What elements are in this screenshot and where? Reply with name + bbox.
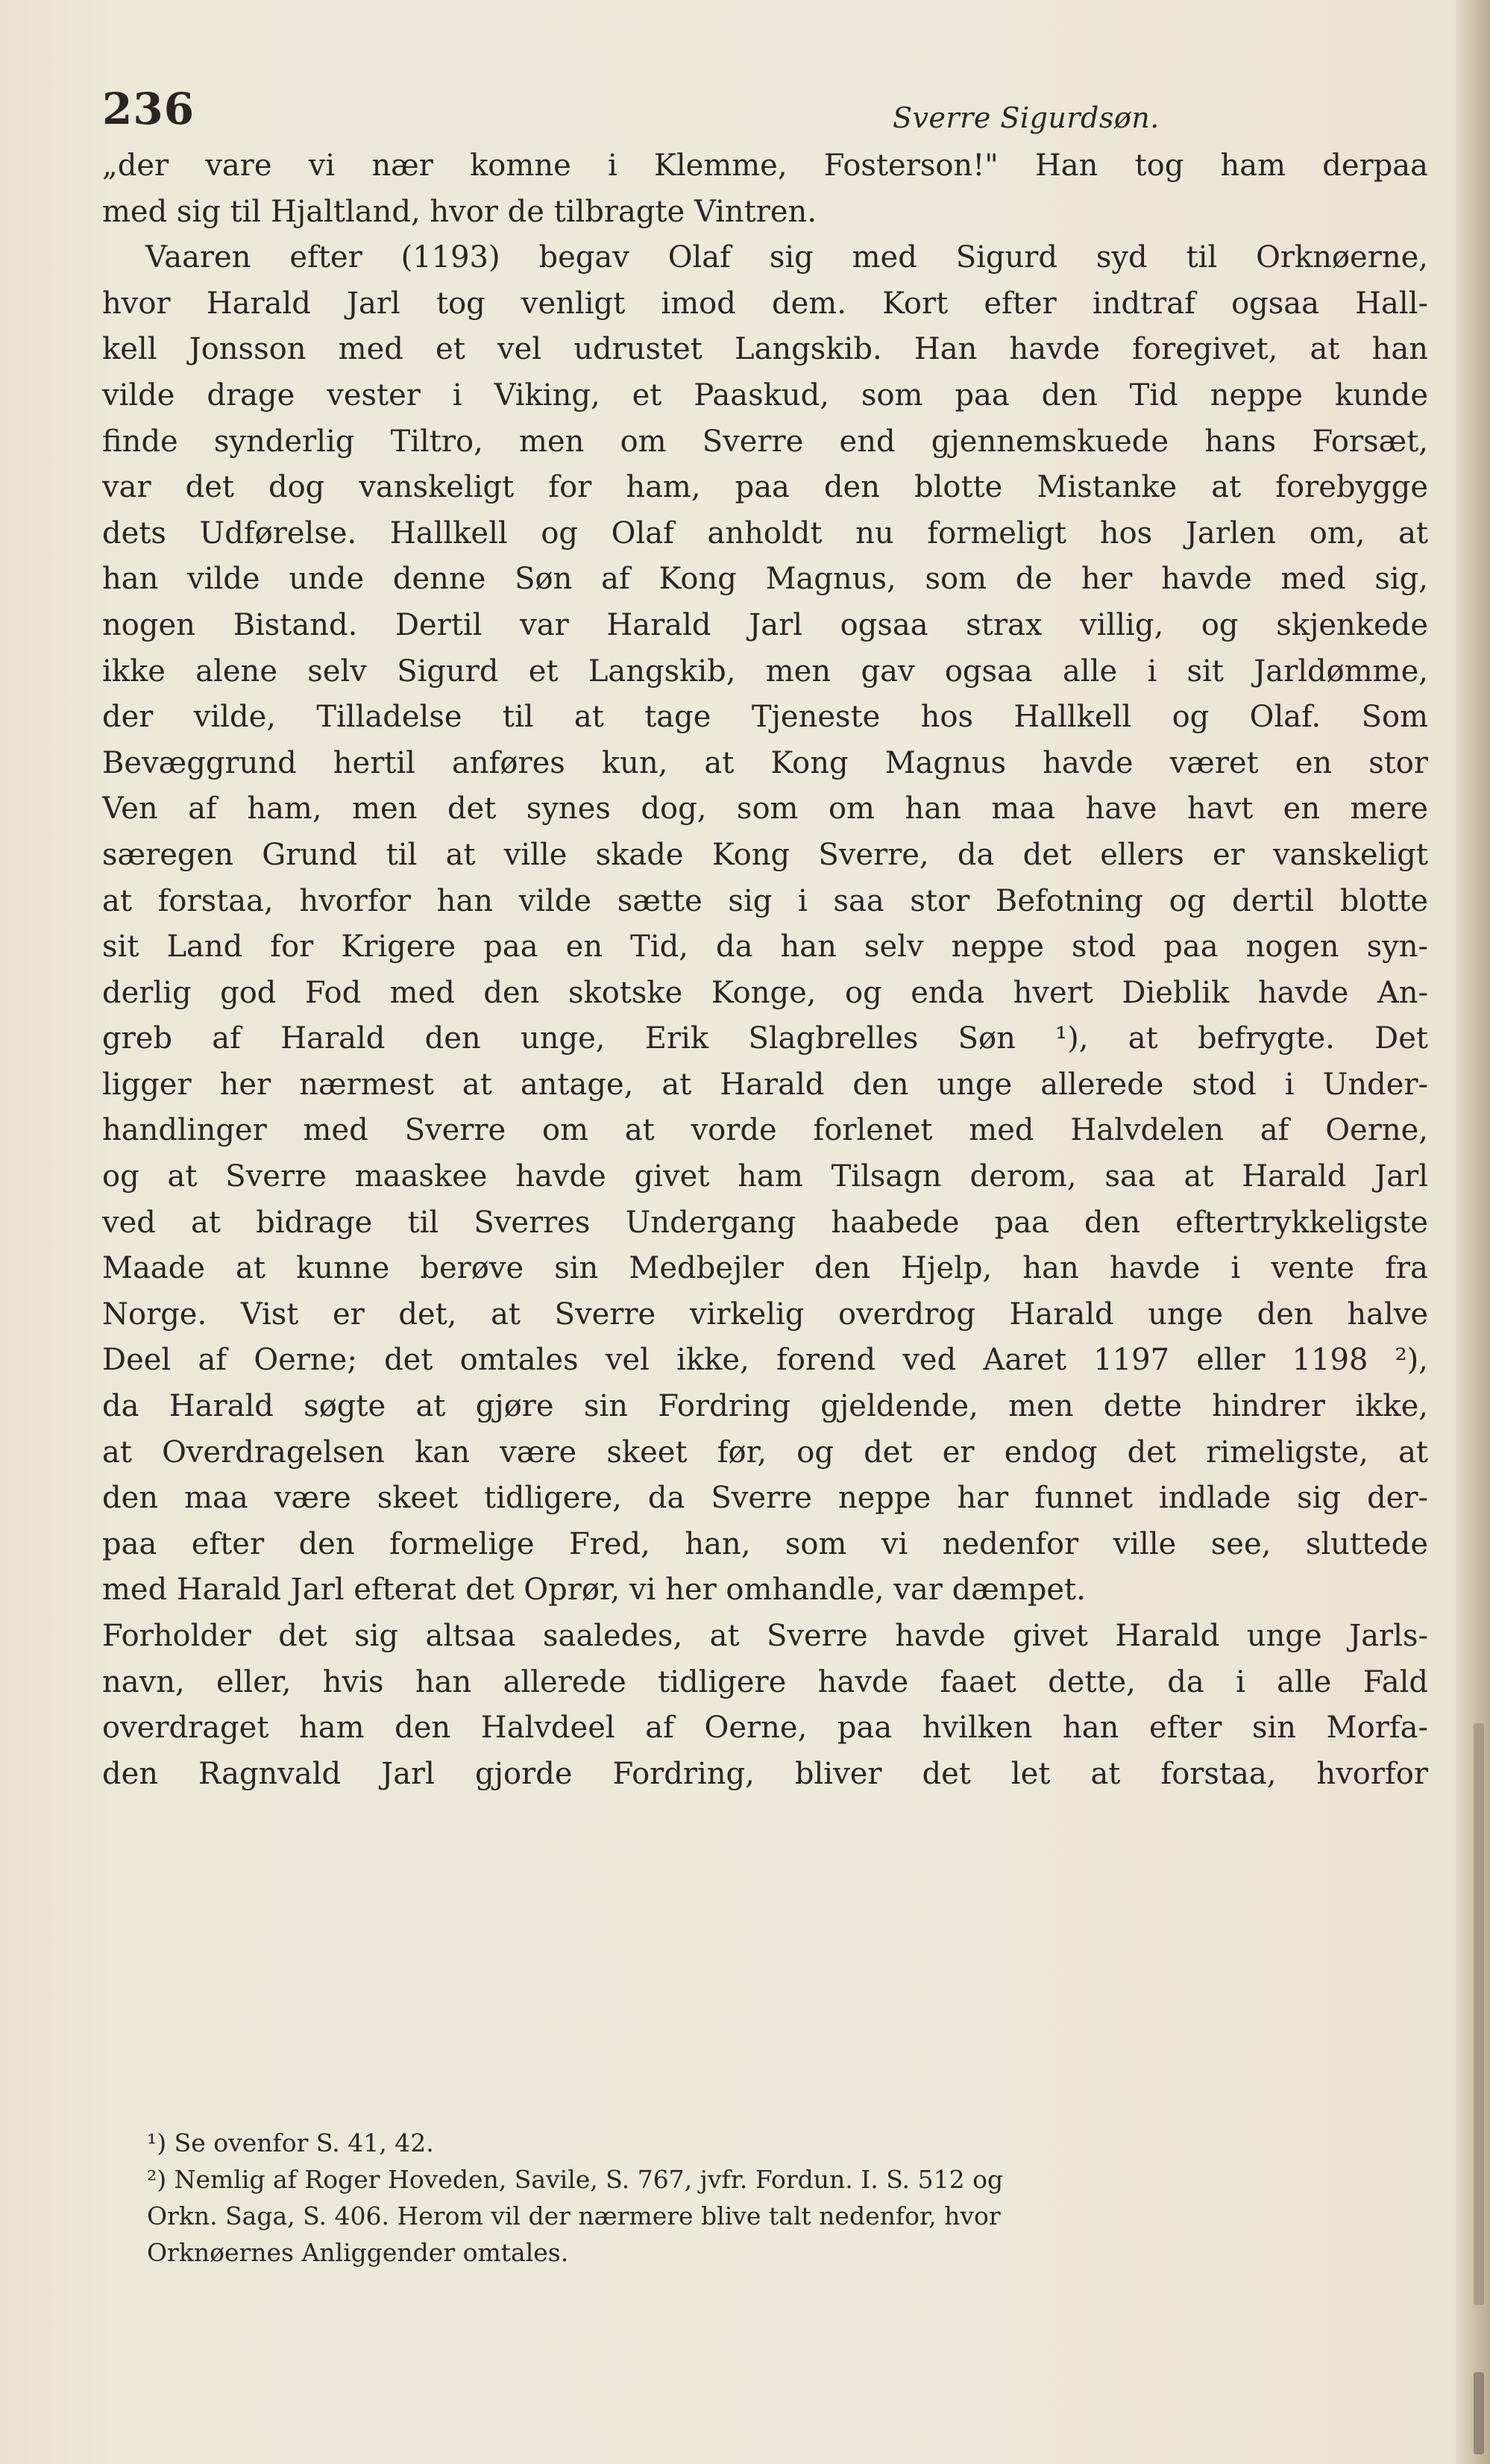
text-line: paa efter den formelige Fred, han, som vi nedenfor ville see, sluttede [102,1526,1428,1561]
text-line: greb af Harald den unge, Erik Slagbrelles Søn ¹), at befrygte. Det [102,1021,1428,1056]
footnote-text: Se ovenfor S. 41, 42. [174,2128,434,2157]
running-title: Sverre Sigurdsøn. [893,101,1160,134]
footnote-1 [102,2125,1428,2161]
footnotes [102,2125,1428,2271]
text-line: finde synderlig Tiltro, men om Sverre end gjennemskuede hans Forsæt, [102,424,1428,459]
text-line: den maa være skeet tidligere, da Sverre neppe har funnet indlade sig der- [102,1481,1428,1516]
footnote-text: Orkn. Saga, S. 406. Herom vil der nærmere blive talt nedenfor, hvor [147,2201,1001,2231]
text-line: overdraget ham den Halvdeel af Oerne, paa hvilken han efter sin Morfa- [102,1711,1428,1746]
text-line: særegen Grund til at ville skade Kong Sverre, da det ellers er vanskeligt [102,837,1428,872]
text-line: og at Sverre maaskee havde givet ham Tilsagn derom, saa at Harald Jarl [102,1159,1428,1194]
text-line: „der vare vi nær komne i Klemme, Fosterson!" Han tog ham derpaa [102,148,1428,183]
text-line: med sig til Hjaltland, hvor de tilbragte Vintren. [102,194,817,229]
text-line: Maade at kunne berøve sin Medbejler den Hjelp, han havde i vente fra [102,1251,1428,1286]
edge-stain [1474,1723,1484,2305]
page-number: 236 [102,84,195,134]
footnote-mark: ¹) [147,2128,167,2157]
text-line: Bevæggrund hertil anføres kun, at Kong Magnus havde været en stor [102,745,1428,780]
text-line: Norge. Vist er det, at Sverre virkelig overdrog Harald unge den halve [102,1297,1428,1332]
text-line: hvor Harald Jarl tog venligt imod dem. Kort efter indtraf ogsaa Hall- [102,286,1428,321]
text-line: Deel af Oerne; det omtales vel ikke, forend ved Aaret 1197 eller 1198 ²), [102,1343,1428,1378]
footnote-text: Nemlig af Roger Hoveden, Savile, S. 767, jvfr. Fordun. I. S. 512 og [174,2165,1004,2194]
text-line: nogen Bistand. Dertil var Harald Jarl ogsaa strax villig, og skjenkede [102,607,1428,642]
running-head [102,84,1437,151]
footnote-2 [102,2161,1428,2198]
text-line: Forholder det sig altsaa saaledes, at Sverre havde givet Harald unge Jarls- [102,1619,1428,1653]
footnote-mark: ²) [147,2165,167,2194]
body-text [102,143,1428,1797]
text-line: kell Jonsson med et vel udrustet Langskib. Han havde foregivet, at han [102,332,1428,367]
text-line: den Ragnvald Jarl gjorde Fordring, bliver det let at forstaa, hvorfor [102,1756,1428,1791]
text-line: at Overdragelsen kan være skeet før, og det er endog det rimeligste, at [102,1435,1428,1470]
text-line: navn, eller, hvis han allerede tidligere havde faaet dette, da i alle Fald [102,1664,1428,1699]
text-line: ligger her nærmest at antage, at Harald den unge allerede stod i Under- [102,1067,1428,1102]
text-line: at forstaa, hvorfor han vilde sætte sig i saa stor Befotning og dertil blotte [102,883,1428,918]
text-line: der vilde, Tilladelse til at tage Tjeneste hos Hallkell og Olaf. Som [102,700,1428,735]
text-line: sit Land for Krigere paa en Tid, da han selv neppe stod paa nogen syn- [102,930,1428,965]
text-line: derlig god Fod med den skotske Konge, og endа hvert Dieblik havde An- [102,975,1428,1010]
text-line: ved at bidrage til Sverres Undergang haabede paa den eftertrykkeligste [102,1205,1428,1240]
page-edge-shadow [1456,0,1490,2464]
text-line: ikke alene selv Sigurd et Langskib, men gav ogsaa alle i sit Jarldømme, [102,653,1428,689]
text-line: Ven af ham, men det synes dog, som om han maa have havt en mere [102,791,1428,827]
footnote-2-continued [102,2234,1428,2271]
text-line: Vaaren efter (1193) begav Olaf sig med Sigurd syd til Orknøerne, [145,240,1428,275]
text-line: da Harald søgte at gjøre sin Fordring gjeldende, men dette hindrer ikke, [102,1389,1428,1424]
text-line: han vilde unde denne Søn af Kong Magnus, som de her havde med sig, [102,562,1428,597]
text-line: dets Udførelse. Hallkell og Olaf anholdt nu formeligt hos Jarlen om, at [102,515,1428,551]
footnote-2-continued [102,2198,1428,2234]
text-line: med Harald Jarl efterat det Oprør, vi her omhandle, var dæmpet. [102,1573,1086,1608]
text-line: handlinger med Sverre om at vorde forlenet med Halvdelen af Oerne, [102,1113,1428,1148]
edge-stain [1474,2372,1484,2454]
text-line: var det dog vanskeligt for ham, paa den blotte Mistanke at forebygge [102,470,1428,505]
text-line: vilde drage vester i Viking, et Paaskud, som paa den Tid neppe kunde [102,377,1428,413]
footnote-text: Orknøernes Anliggender omtales. [147,2238,569,2267]
